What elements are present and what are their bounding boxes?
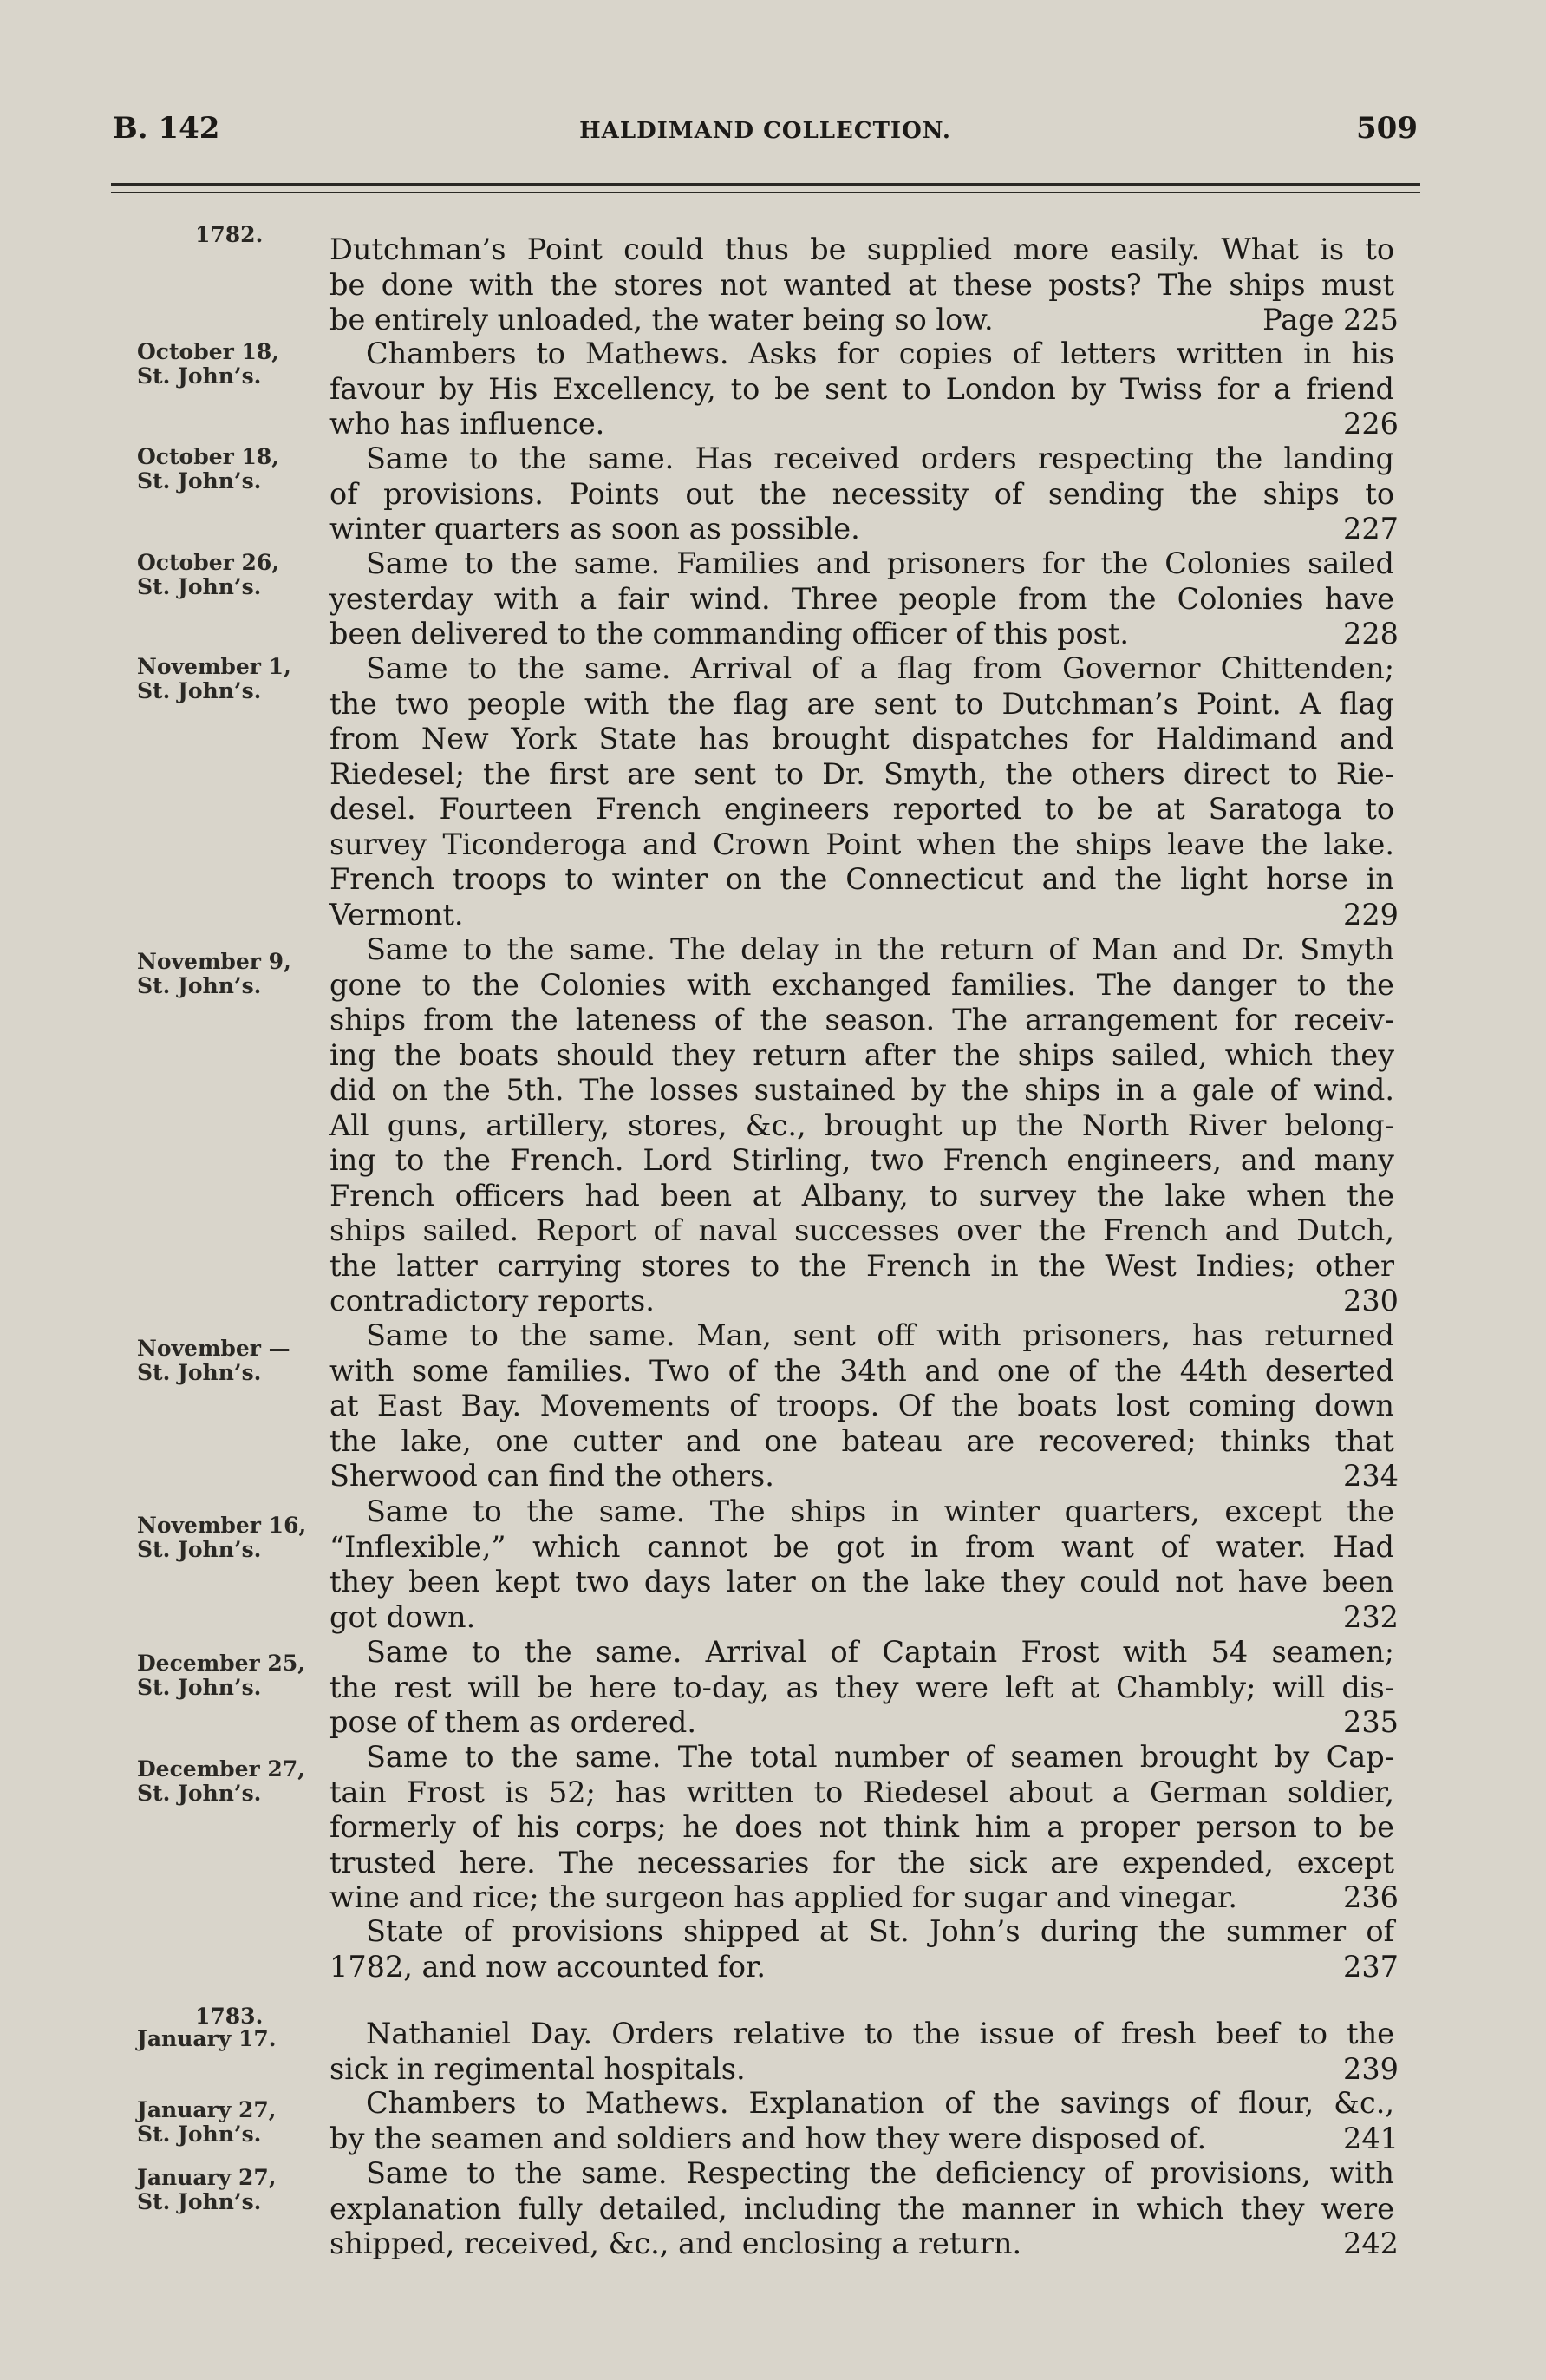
entry-text: Vermont. [329,897,464,932]
entry-text-line: Chambers to Mathews. Asks for copies of letters written in his [366,337,1394,370]
entry-page-ref: 234 [1343,1459,1399,1493]
entry-date-line: October 18, [137,444,279,469]
entry-text-line [329,303,1399,338]
entry-date-line: November — [137,1336,290,1361]
entry-date-line: November 16, [137,1513,307,1538]
entry-text: shipped, received, &c., and enclosing a return. [329,2226,1022,2260]
entry-date [137,1651,323,1700]
entry-text-line: of provisions. Points out the necessity of sending the ships to [329,476,1394,511]
calendar-entry [329,932,1399,1319]
header-rule [111,183,1420,186]
calendar-entry [329,337,1399,442]
entry-page-ref: Page 225 [1262,303,1399,337]
entry-text-line: Same to the same. Respecting the deficiency of provisions, with [366,2156,1394,2190]
entry-text-line: yesterday with a fair wind. Three people from the Colonies have [329,581,1394,616]
entry-text-line: the lake, one cutter and one bateau are recovered; thinks that [329,1423,1394,1458]
entry-date [137,2098,323,2147]
entry-text-line: Same to the same. Families and prisoners for the Colonies sailed [366,546,1394,580]
entry-text-line: “Inflexible,” which cannot be got in from want of water. Had [329,1529,1394,1564]
entry-page-ref: 232 [1343,1599,1399,1634]
entry-text: sick in regimental hospitals. [329,2051,746,2086]
calendar-entry [329,1914,1399,1984]
calendar-entry [329,1740,1399,1916]
entry-date-line: November 9, [137,949,291,974]
entry-text-line: favour by His Excellency, to be sent to London by Twiss for a friend [329,371,1394,406]
entry-text: be entirely unloaded, the water being so low. [329,303,994,337]
entry-text: been delivered to the commanding officer of this post. [329,617,1129,651]
entry-text-line: All guns, artillery, stores, &c., brought up the North River belong- [329,1108,1394,1142]
entry-date-line: St. John’s. [137,363,262,389]
calendar-entry [329,2086,1399,2156]
calendar-entry [329,1494,1399,1635]
entry-date [137,2166,323,2214]
entry-text: pose of them as ordered. [329,1705,696,1739]
entry-page-ref: 242 [1343,2226,1399,2260]
entry-date [137,655,323,703]
page-number: 509 [1356,111,1418,146]
entry-text-line: they been kept two days later on the lake they could not have been [329,1565,1394,1599]
entry-page-ref: 237 [1343,1949,1399,1984]
entry-text-line [329,1459,1399,1494]
entry-text: Sherwood can find the others. [329,1459,774,1493]
entry-text-line [329,1949,1399,1985]
calendar-entry [329,1318,1399,1494]
entry-text-line: the latter carrying stores to the French in the West Indies; other [329,1248,1394,1283]
entry-date-line: St. John’s. [137,1781,262,1806]
page-header [113,111,1418,154]
entry-date-line: January 17. [137,2026,277,2051]
entry-text-line [329,1880,1399,1916]
entry-date [137,551,323,599]
entry-text-line: State of provisions shipped at St. John’s during the summer of [366,1914,1394,1948]
entry-text-line: trusted here. The necessaries for the sick are expended, except [329,1845,1394,1880]
entry-text-line: from New York State has brought dispatches for Haldimand and [329,722,1394,755]
entry-page-ref: 230 [1343,1284,1399,1318]
entry-date-line: St. John’s. [137,574,262,599]
entry-text-line [329,617,1399,652]
entry-date-line: December 27, [137,1756,305,1782]
entry-text-line: Riedesel; the first are sent to Dr. Smyth, the others direct to Rie- [329,756,1394,791]
entry-text: got down. [329,1599,476,1634]
entry-date-line: January 27, [137,2097,277,2122]
entry-page-ref: 228 [1343,617,1399,651]
entry-text-line: ships sailed. Report of naval successes over the French and Dutch, [329,1213,1394,1247]
entry-page-ref: 229 [1343,897,1399,932]
entry-page-ref: 236 [1343,1880,1399,1914]
entry-text-line: Chambers to Mathews. Explanation of the savings of flour, &c., [366,2086,1394,2120]
calendar-entry [329,232,1399,338]
entry-text-line: the two people with the flag are sent to Dutchman’s Point. A flag [329,686,1394,721]
entry-date-line: October 26, [137,550,279,575]
entry-text-line: be done with the stores not wanted at these posts? The ships must [329,267,1394,302]
calendar-entry [329,546,1399,652]
entry-text-line: Same to the same. The ships in winter quarters, except the [366,1494,1394,1528]
entry-text: contradictory reports. [329,1284,655,1318]
entry-text-line: Same to the same. Has received orders respecting the landing [366,441,1394,475]
entry-text-line [329,407,1399,442]
volume-reference: B. 142 [113,111,220,146]
entry-date-line: St. John’s. [137,468,262,494]
entry-text-line: gone to the Colonies with exchanged families. The danger to the [329,967,1394,1002]
entry-text-line [329,2051,1399,2088]
entry-date [137,445,323,494]
header-rule-thin [111,192,1420,193]
calendar-entry [329,651,1399,932]
calendar-entry [329,441,1399,547]
entry-text-line: explanation fully detailed, including the manner in which they were [329,2191,1394,2226]
entry-date-line: St. John’s. [137,1360,262,1385]
entry-text: who has influence. [329,407,605,441]
entry-text-line: tain Frost is 52; has written to Riedesel about a German soldier, [329,1775,1394,1809]
entry-page-ref: 239 [1343,2051,1399,2086]
entry-date-line: St. John’s. [137,2122,262,2147]
entry-text-line: with some families. Two of the 34th and one of the 44th deserted [329,1353,1394,1388]
entry-date-line: St. John’s. [137,973,262,998]
entry-text-line: Same to the same. Man, sent off with prisoners, has returned [366,1318,1394,1352]
entry-date [137,950,323,998]
entry-text-line: French officers had been at Albany, to survey the lake when the [329,1178,1394,1213]
entry-date-line: St. John’s. [137,2189,262,2214]
collection-title: HALDIMAND COLLECTION. [579,118,951,144]
entry-text-line [329,1705,1399,1741]
entry-date-line: December 25, [137,1651,305,1676]
calendar-entry [329,2017,1399,2087]
entry-date-line: St. John’s. [137,678,262,703]
entry-text-line: French troops to winter on the Connecticut and the light horse in [329,862,1394,896]
entry-text-line: ing to the French. Lord Stirling, two French engineers, and many [329,1143,1394,1177]
entry-date-line: October 18, [137,339,279,364]
entry-date [137,2027,323,2051]
entry-text-line: did on the 5th. The losses sustained by the ships in a gale of wind. [329,1073,1394,1107]
entry-text-line: at East Bay. Movements of troops. Of the boats lost coming down [329,1389,1394,1422]
entry-text-line: Same to the same. The delay in the return of Man and Dr. Smyth [366,932,1394,966]
entry-text-line: ships from the lateness of the season. The arrangement for receiv- [329,1003,1394,1036]
entry-page-ref: 235 [1343,1705,1399,1739]
entry-page-ref: 227 [1343,512,1399,546]
entry-text-line: Same to the same. Arrival of Captain Frost with 54 seamen; [366,1635,1394,1669]
entry-text-line [329,2121,1399,2157]
entry-text-line: ing the boats should they return after the ships sailed, which they [329,1037,1394,1072]
entry-text-line [329,512,1399,547]
entry-text: 1782, and now accounted for. [329,1949,766,1984]
year-label: 1782. [195,222,264,247]
entry-page-ref: 241 [1343,2121,1399,2155]
entry-date-line: November 1, [137,654,291,679]
year-label: 1783. [195,2004,264,2029]
entry-text: by the seamen and soldiers and how they were disposed of. [329,2121,1207,2155]
entry-text-line: Same to the same. Arrival of a flag from Governor Chittenden; [366,651,1394,685]
entry-date [137,340,323,389]
entry-text-line [329,1284,1399,1319]
entry-text-line: desel. Fourteen French engineers reported to be at Saratoga to [329,792,1394,826]
entry-text-line: the rest will be here to-day, as they were left at Chambly; will dis- [329,1670,1394,1704]
entry-text-line [329,1599,1399,1636]
entry-text-line: Same to the same. The total number of seamen brought by Cap- [366,1740,1394,1774]
entry-text-line [329,897,1399,933]
calendar-entry [329,1635,1399,1741]
entry-date-line: St. John’s. [137,1675,262,1700]
entry-text-line: formerly of his corps; he does not think him a proper person to be [329,1810,1394,1844]
entry-date [137,1514,323,1562]
entry-page-ref: 226 [1343,407,1399,441]
entry-text-line [329,2226,1399,2262]
entry-date [137,1337,323,1385]
entry-text: winter quarters as soon as possible. [329,512,860,546]
entry-text: wine and rice; the surgeon has applied for sugar and vinegar. [329,1880,1238,1914]
entry-text-line: Nathaniel Day. Orders relative to the issue of fresh beef to the [366,2017,1394,2050]
entry-date-line: St. John’s. [137,1537,262,1562]
entry-text-line: Dutchman’s Point could thus be supplied more easily. What is to [329,232,1394,266]
entry-text-line: survey Ticonderoga and Crown Point when the ships leave the lake. [329,827,1394,861]
entry-date-line: January 27, [137,2165,277,2190]
calendar-entry [329,2156,1399,2262]
entry-date [137,1757,323,1806]
